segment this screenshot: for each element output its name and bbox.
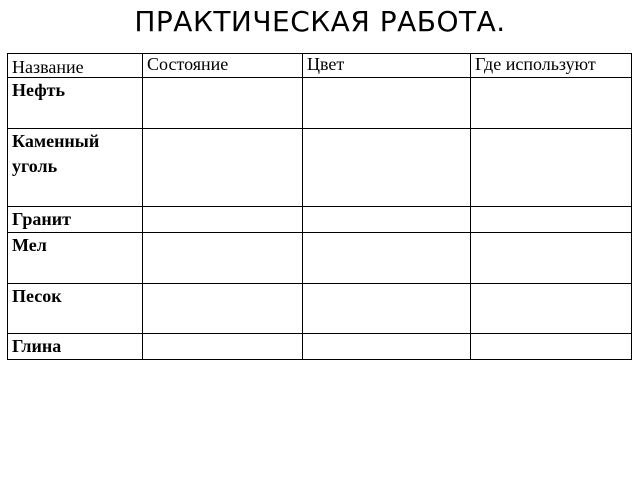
row-name: Нефть xyxy=(8,78,143,129)
cell-state[interactable] xyxy=(143,334,303,360)
cell-usage[interactable] xyxy=(471,129,632,207)
table-row xyxy=(8,129,632,207)
row-name: Песок xyxy=(8,284,143,334)
worksheet-table xyxy=(7,53,632,360)
cell-usage[interactable] xyxy=(471,78,632,129)
row-name: Глина xyxy=(8,334,143,360)
cell-state[interactable] xyxy=(143,284,303,334)
cell-color[interactable] xyxy=(303,233,471,284)
cell-state[interactable] xyxy=(143,129,303,207)
table-row xyxy=(8,233,632,284)
cell-color[interactable] xyxy=(303,207,471,233)
cell-color[interactable] xyxy=(303,78,471,129)
cell-usage[interactable] xyxy=(471,233,632,284)
table-header-row xyxy=(8,54,632,78)
table-row xyxy=(8,284,632,334)
row-name: Каменный уголь xyxy=(8,129,143,207)
cell-usage[interactable] xyxy=(471,207,632,233)
table-row xyxy=(8,334,632,360)
table-row xyxy=(8,207,632,233)
header-name: Название xyxy=(8,54,143,78)
cell-state[interactable] xyxy=(143,78,303,129)
header-color: Цвет xyxy=(303,54,471,78)
cell-usage[interactable] xyxy=(471,284,632,334)
header-usage: Где используют xyxy=(471,54,632,78)
row-name: Мел xyxy=(8,233,143,284)
page-title: ПРАКТИЧЕСКАЯ РАБОТА. xyxy=(134,5,506,38)
cell-state[interactable] xyxy=(143,207,303,233)
header-state: Состояние xyxy=(143,54,303,78)
cell-color[interactable] xyxy=(303,129,471,207)
cell-color[interactable] xyxy=(303,284,471,334)
row-name: Гранит xyxy=(8,207,143,233)
cell-color[interactable] xyxy=(303,334,471,360)
table-row xyxy=(8,78,632,129)
cell-usage[interactable] xyxy=(471,334,632,360)
cell-state[interactable] xyxy=(143,233,303,284)
